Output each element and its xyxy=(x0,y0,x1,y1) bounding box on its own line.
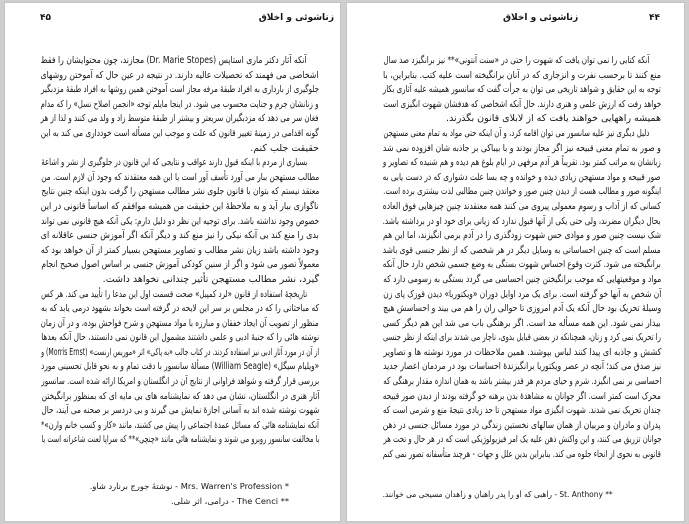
text-line xyxy=(41,346,319,361)
text-line-content: تاریخچهٔ استفاده از قانون «لرد کمپبل» صحت قسمت اول این مدعا را تأیید می کند. هر کس xyxy=(41,288,307,300)
text-line xyxy=(41,390,319,405)
text-line-content: زیانشان به مراتب کمتر بود. تقریباً هر آدم مرفهی در ایام بلوغ هم دیده و هم شنیده که تصاویر و xyxy=(383,157,661,169)
text-line xyxy=(383,156,661,171)
text-line-content: اینگونه صور و مطالب هست از دیدن چنین صور و خواندن چنین مطالبی لذت بیشتری برده است. xyxy=(383,186,661,198)
text-line xyxy=(383,142,661,157)
text-line xyxy=(41,360,319,375)
text-line xyxy=(41,273,319,288)
text-line-content: آن شخص به آنها خو گرفته است. برای یک مرد اوایل دوران «ویکتوریا» دیدن قوزک پای زن xyxy=(383,288,661,300)
text-line xyxy=(41,185,319,200)
footnotes xyxy=(383,487,661,502)
text-line xyxy=(383,215,661,230)
text-line xyxy=(41,419,319,434)
text-line-content: ناگواری ببار آید و به ملاحظهٔ این حقیقت من همیشه موافقم که اساساً قانونی در این xyxy=(41,200,319,212)
text-line-content: که مباحثاتی را که در مجلس بر سر این لایحه در گرفته است بخواند بشهود درمی یابد که به xyxy=(41,303,319,315)
text-line-content: نیز صدق می کند؛ آنچه در عصر ویکتوریا برانگیزندهٔ احساسات بود در مردمان اعصار جدید xyxy=(383,361,661,373)
page-right xyxy=(347,3,684,521)
text-line-content: و زنانشان جرم و جنایت محسوب می شود. در اینجا مایلم توجه «انجمن اصلاح نسل» را که مدام xyxy=(41,98,319,110)
text-line-content: احساسی بر نمی انگیزد. شرم و حیای مردم هر قدر بیشتر باشد به همان اندازه مقدار برهنگی که xyxy=(383,376,661,388)
text-line xyxy=(383,258,661,273)
text-line xyxy=(41,302,319,317)
text-line xyxy=(383,185,661,200)
text-line-content: بحال دیگران مضرند، ولی حتی یکی از آنها قبول ندارد که زیانی برای خود او در برداشته باشد. xyxy=(383,215,661,227)
text-line-content: مواد و موقعیتهایی که موجب برانگیختن چنین احساسی می گردد بستگی به رسومی دارد که xyxy=(383,273,661,285)
page-number: ۴۵ xyxy=(40,13,51,23)
text-line-content: منظور از تصویب آن ایجاد خفقان و مبارزه با مواد مستهجن و شرح فواحش بوده، و در آن زمان xyxy=(41,317,319,329)
text-line-content: قانونی به نحوی از انحاء جلوه می کند. بنابراین بدین علل و جهات - هرچند متأسفانه تصور نمی کنم xyxy=(383,449,661,461)
text-line-content: بررسی قرار گرفته و شواهد فراوانی از نتایج آن در انگلستان و امریکا ارائه شده است. سانسور xyxy=(41,376,319,388)
text-line xyxy=(383,200,661,215)
footnote xyxy=(41,494,319,509)
text-line-content: شهوت نوشته شده اند به آسانی اجازهٔ نمایش می گیرند و بی دردسر بر صحنه می آیند، حال xyxy=(41,405,319,417)
text-line-content: مسلم است که چنین احساساتی به وسایل دیگر در هر شخصی که از نظر جنسی قوی باشد xyxy=(383,244,661,256)
text-line-content: برانگیخته می شود. کثرت وقوع احساس شهوت بستگی به وضع جسمی شخص دارد حال آنکه xyxy=(383,259,661,271)
text-line-content: گونه اقدامی در زمینهٔ تغییر قانون که علت و موجب این مسأله است خودداری می کند به این xyxy=(41,127,319,139)
text-line-content: آنکه کتابی را نمی توان یافت که شهوت را حتی در «سنت آنتونی»** نیز برانگیزد صد سال xyxy=(383,55,649,66)
text-line-content: معمولاً تصور می شود و اگر از سنین کودکی آموزش جنسی بر اساس اصول صحیح انجام xyxy=(41,259,319,271)
text-line xyxy=(383,433,661,448)
footnote xyxy=(41,479,319,494)
text-line-content: «ویلیام سیگل» (William Seagle) مسألهٔ سانسور با دقت تمام و به نحو قابل تحسینی مورد xyxy=(41,361,319,373)
text-line-content: جوانان تزریق می کنند، و این واکنش ذهن علیه یک امر فیزیولوژیکی است که در هر حال و تحت هر xyxy=(383,434,661,446)
text-line-content: چندان تحریک نمی شدند. شهوت انگیزی مواد مستهجن تا حد زیادی نتیجهٔ منع و شرمی است که xyxy=(383,405,661,417)
text-line xyxy=(383,83,661,98)
text-line-content: آنکه آثار دکتر ماری استاپس (Dr. Marie Stopes) مجازند، چون محتوایشان را فقط xyxy=(41,55,307,66)
text-line xyxy=(383,273,661,288)
page-left xyxy=(5,3,340,521)
text-line xyxy=(383,390,661,405)
text-line xyxy=(383,404,661,419)
text-line xyxy=(41,69,319,84)
text-line-content: کسانی که از آداب و رسوم معمولی پیروی می کنند همه معتقدند چنین چیزهایی فوق العاده xyxy=(383,200,661,212)
text-line-content: شک نیست چنین صور و موادی حس شهوت زودگذری را در آدم برمی انگیزند، اما این هم xyxy=(383,230,661,242)
text-line-content: جلوگیری از بارداری به افراد طبقهٔ مرفه مجاز است آموختن همین روشها به افراد طبقهٔ مزدبگیر xyxy=(41,84,319,96)
text-line xyxy=(383,54,661,69)
text-line-content: دلیل دیگری نیز علیه سانسور می توان اقامه کرد، و آن اینکه حتی مواد به تمام معنی مستهجن xyxy=(383,127,649,139)
footnote xyxy=(383,487,661,502)
text-line xyxy=(383,317,661,332)
text-line-content: را تحریک نمی کرد و زنان، همچنانکه در بعضی قبایل بدوی، ناچار می شدند برای اینکه از نظر جنسی xyxy=(383,332,661,344)
footnote-text: ** St. Anthony - راهبی که او را پدر راهبان و زاهدان مسیحی می خوانند. xyxy=(383,489,613,499)
text-line xyxy=(41,200,319,215)
text-line xyxy=(383,346,661,361)
text-line xyxy=(383,171,661,186)
text-line-content: آنکه نمایشنامه هائی که مسائل عمدهٔ اجتماعی را پیش می کشند، مانند «کار و کسب خانم وارن»* xyxy=(41,419,319,431)
footnote-text: ** The Cenci - درامی، اثر شلی. xyxy=(170,496,289,506)
text-line-content: مطالب مستهجن ببار می آورد تأسف آور است با این همه معتقدند که وجود آن لازم است. من xyxy=(41,171,319,183)
text-line xyxy=(41,54,319,69)
text-line xyxy=(383,360,661,375)
text-line xyxy=(383,229,661,244)
text-line-content: حقیقت جلب کنم. xyxy=(250,142,319,154)
text-line-content: کشش و جاذبه ای پیدا کنند لباس بپوشند. همین ملاحظات در مورد نوشته ها و تصاویر xyxy=(383,346,661,358)
text-line-content: آثار هنری در انگلستان، نشان می دهد که نمایشنامه های بی مایه ای که بمنظور برانگیختن xyxy=(41,390,319,402)
text-line xyxy=(383,302,661,317)
text-line-content: وجود داشته باشد زیان نشر مطالب و تصاویر مستهجن بسیار کمتر از آن خواهد بود که xyxy=(41,244,319,256)
text-line xyxy=(41,258,319,273)
running-title: زناشوئی و اخلاق xyxy=(258,13,334,23)
text-line xyxy=(383,69,661,84)
text-line xyxy=(41,229,319,244)
text-line xyxy=(383,244,661,259)
text-line-content: خواهد رفت که ارزش علمی و هنری دارند. حال آنکه اشخاصی که هدفشان شهوت انگیزی است xyxy=(383,98,661,110)
page-body-text xyxy=(383,54,661,463)
text-line-content: محرک است کمتر است. اگر جوانان به مشاهدهٔ بدن برهنه خو گرفته بودند از دیدن صور قبیحه xyxy=(383,390,661,402)
text-line xyxy=(41,171,319,186)
text-line xyxy=(41,433,319,448)
text-line xyxy=(383,127,661,142)
page-number: ۴۴ xyxy=(649,13,660,23)
text-line xyxy=(41,83,319,98)
text-line-content: و صور به تمام معنی قبیحه نیز اگر مجاز بودند و با بیباکی بر جاذبه شان افزوده نمی شد xyxy=(383,142,661,154)
text-line-content: بیدار نمی شود. این همه مسأله مد است. اگر برهنگی باب می شد این هم دیگر کسی xyxy=(383,317,661,329)
text-line-content: منع کنند تا برحسب نفرت و انزجاری که در آنان برانگیخته است علیه کتب. بنابراین، با xyxy=(383,69,661,81)
text-line xyxy=(41,215,319,230)
text-line xyxy=(383,331,661,346)
text-line-content: همیشه راههایی خواهند یافت که از لابلای قانون بگذرند. xyxy=(446,113,661,125)
text-line xyxy=(41,331,319,346)
footnotes xyxy=(41,479,319,509)
text-line xyxy=(41,98,319,113)
text-line xyxy=(41,156,319,171)
text-line-content: گیرد، نشر مطالب مستهجن تأثیر چندانی نخواهد داشت. xyxy=(102,273,319,285)
text-line-content: پدران و مادران و مربیان از همان سالهای نخستین زندگی در مورد مسائل جنسی در ذهن xyxy=(383,419,661,431)
text-line xyxy=(41,244,319,259)
text-line xyxy=(41,112,319,127)
text-line-content: اشخاصی می فهمند که تحصیلات عالیه دارند. در نتیجه در عین حال که آموختن روشهای xyxy=(41,69,319,81)
text-line-content: بسیاری از مردم با اینکه قبول دارند عواقب و نتایجی که این قانون در جلوگیری از نشر و اشاعهٔ xyxy=(41,157,307,169)
text-line xyxy=(41,142,319,157)
text-line xyxy=(383,112,661,127)
page-body-text xyxy=(41,54,319,448)
text-line-content: از آن در مورد آثار ادبی نیز استفاده کردند. در کتاب جالب «به پاکی» اثر «موریس ارنست» (Morris Ernst) و xyxy=(41,346,319,358)
text-line-content: توجه به این حقایق و شواهد تاریخی می توان به جرأت گفت که سانسور همیشه علیه آثاری بکار xyxy=(383,84,661,96)
text-line xyxy=(383,448,661,463)
text-line-content: نوشته هائی را که جنبهٔ ادبی و علمی داشتند مشمول این قانون نمی دانستند، حال آنکه بعدها xyxy=(41,332,319,344)
text-line-content: خصوص وجود نداشته باشد. برای توجیه این نظر دو دلیل دارم: یکی آنکه هیچ قانونی نمی تواند xyxy=(41,215,319,227)
text-line xyxy=(41,127,319,142)
text-line-content: با مخالفت سانسور روبرو می شوند و نمایشنامه هائی مانند «چنچی»** که سراپا لعنت شاعرانه است با xyxy=(41,434,319,446)
text-line-content: بدی را منع کند بی آنکه نیکی را نیز منع کند و دیگر آنکه اگر آموزش جنسی عاقلانه ای xyxy=(41,230,319,242)
text-line xyxy=(41,288,319,303)
text-line xyxy=(41,317,319,332)
text-line xyxy=(383,288,661,303)
running-title: زناشوئی و اخلاق xyxy=(503,13,579,23)
text-line-content: فغان سر می دهد که مزدبگیران سریعتر و بیشتر از طبقهٔ متوسط زاد و ولد می کنند و لذا از هر xyxy=(41,113,319,125)
text-line xyxy=(383,98,661,113)
text-line xyxy=(41,375,319,390)
footnote-text: * Mrs. Warren's Profession - نوشتهٔ جورج برنارد شاو. xyxy=(89,481,289,491)
text-line-content: وسیلهٔ تحریک بود حال آنکه یک آدم امروزی تا حوالی ران را هم می بیند و احساسش هیچ xyxy=(383,303,661,315)
text-line xyxy=(383,375,661,390)
text-line-content: صور قبیحه و مواد مستهجن زیادی دیده و خوانده و چه بسا علت دشواری که در دست یابی به xyxy=(383,171,661,183)
text-line xyxy=(383,419,661,434)
text-line-content: معتقد نیستم که بتوان با قانون جلوی نشر مطالب مستهجن را گرفت بدون اینکه چنین نتایج xyxy=(41,186,319,198)
text-line xyxy=(41,404,319,419)
